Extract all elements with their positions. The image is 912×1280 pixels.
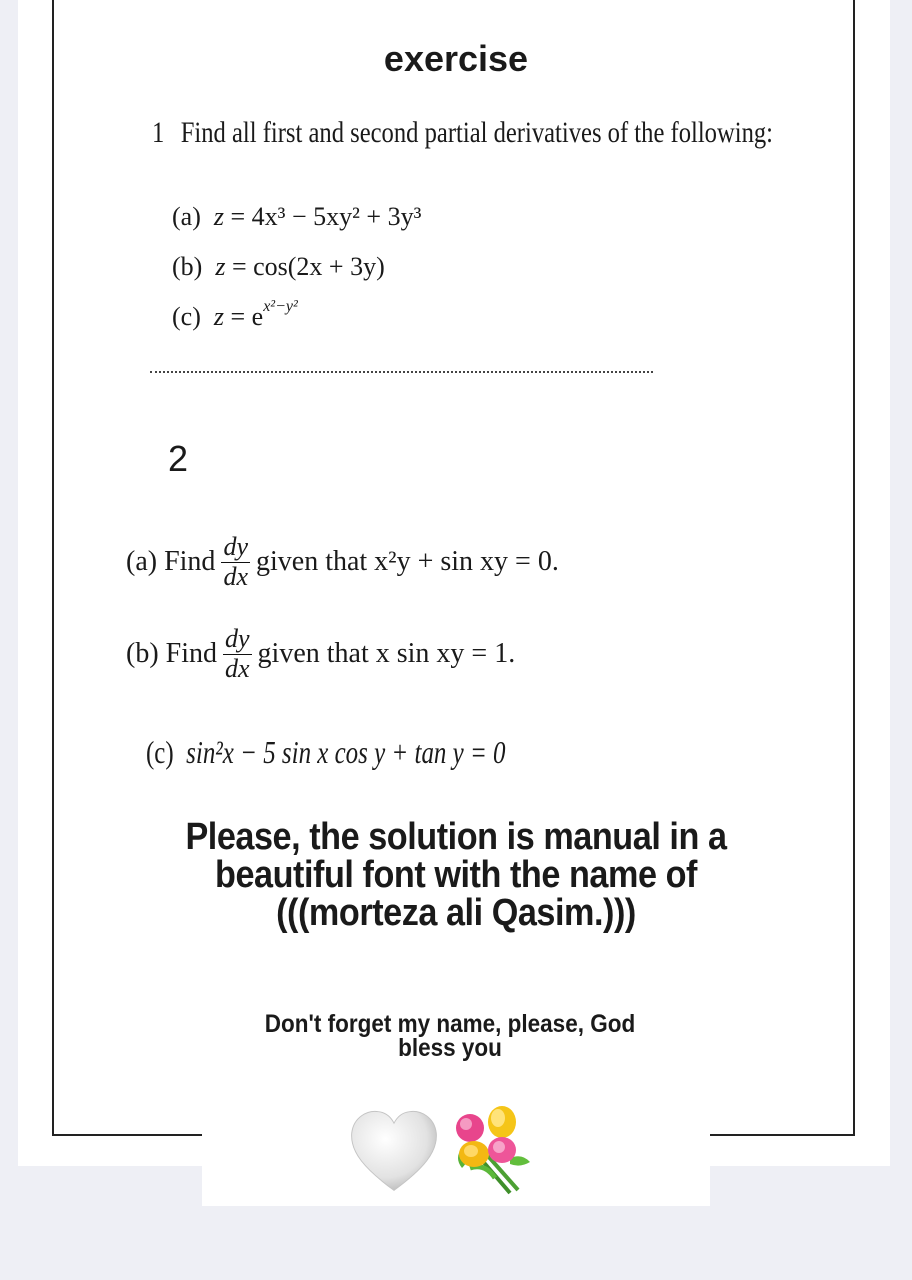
frame-border-left [52,0,54,1136]
part-expression: = e [230,302,264,331]
part-text: sin²x − 5 sin x cos y + tan y = 0 [186,734,506,770]
question-2c [146,734,506,771]
frame-border-bottom-left [52,1134,202,1136]
page-title: exercise [383,38,529,79]
bouquet-icon [440,1098,540,1198]
fraction-denominator: dx [225,654,250,683]
fraction-numerator: dy [225,624,250,653]
question-1-number: 1 [152,116,165,149]
fraction-numerator: dy [223,532,248,561]
part-lhs: z [213,202,224,231]
derivative-fraction [221,532,250,591]
question-2b [126,624,515,683]
part-text: given that x²y + sin xy = 0. [255,545,559,577]
note-line: (((morteza ali Qasim.))) [276,892,636,934]
fraction-denominator: dx [223,562,248,591]
part-expression: = 4x³ − 5xy² + 3y³ [230,202,422,231]
part-label: (a) Find [126,545,216,577]
question-2-number: 2 [168,438,189,479]
question-1-prompt [152,116,774,150]
closing-line: bless you [398,1034,502,1062]
part-label: (c) [172,302,201,331]
part-text: given that x sin xy = 1. [257,637,516,669]
part-lhs: z [213,302,224,331]
question-1a [172,202,421,232]
section-divider [150,371,653,373]
closing-note [200,1012,700,1060]
question-2a [126,532,559,591]
part-exponent: x²−y² [263,298,298,315]
part-label: (c) [146,734,174,770]
question-1b [172,252,385,282]
part-label: (b) Find [126,637,217,669]
question-1c [172,298,298,332]
request-note [100,818,812,932]
derivative-fraction [223,624,252,683]
white-heart-icon [346,1104,442,1200]
closing-line: Don't forget my name, please, God [264,1010,636,1038]
note-line: Please, the solution is manual in a [185,816,727,858]
part-label: (b) [172,252,203,281]
frame-border-right [853,0,855,1136]
part-label: (a) [172,202,201,231]
question-1-text: Find all first and second partial derivatives of the following: [180,116,774,149]
part-expression: = cos(2x + 3y) [231,252,385,281]
frame-border-bottom-right [710,1134,855,1136]
part-lhs: z [215,252,226,281]
note-line: beautiful font with the name of [215,854,697,896]
